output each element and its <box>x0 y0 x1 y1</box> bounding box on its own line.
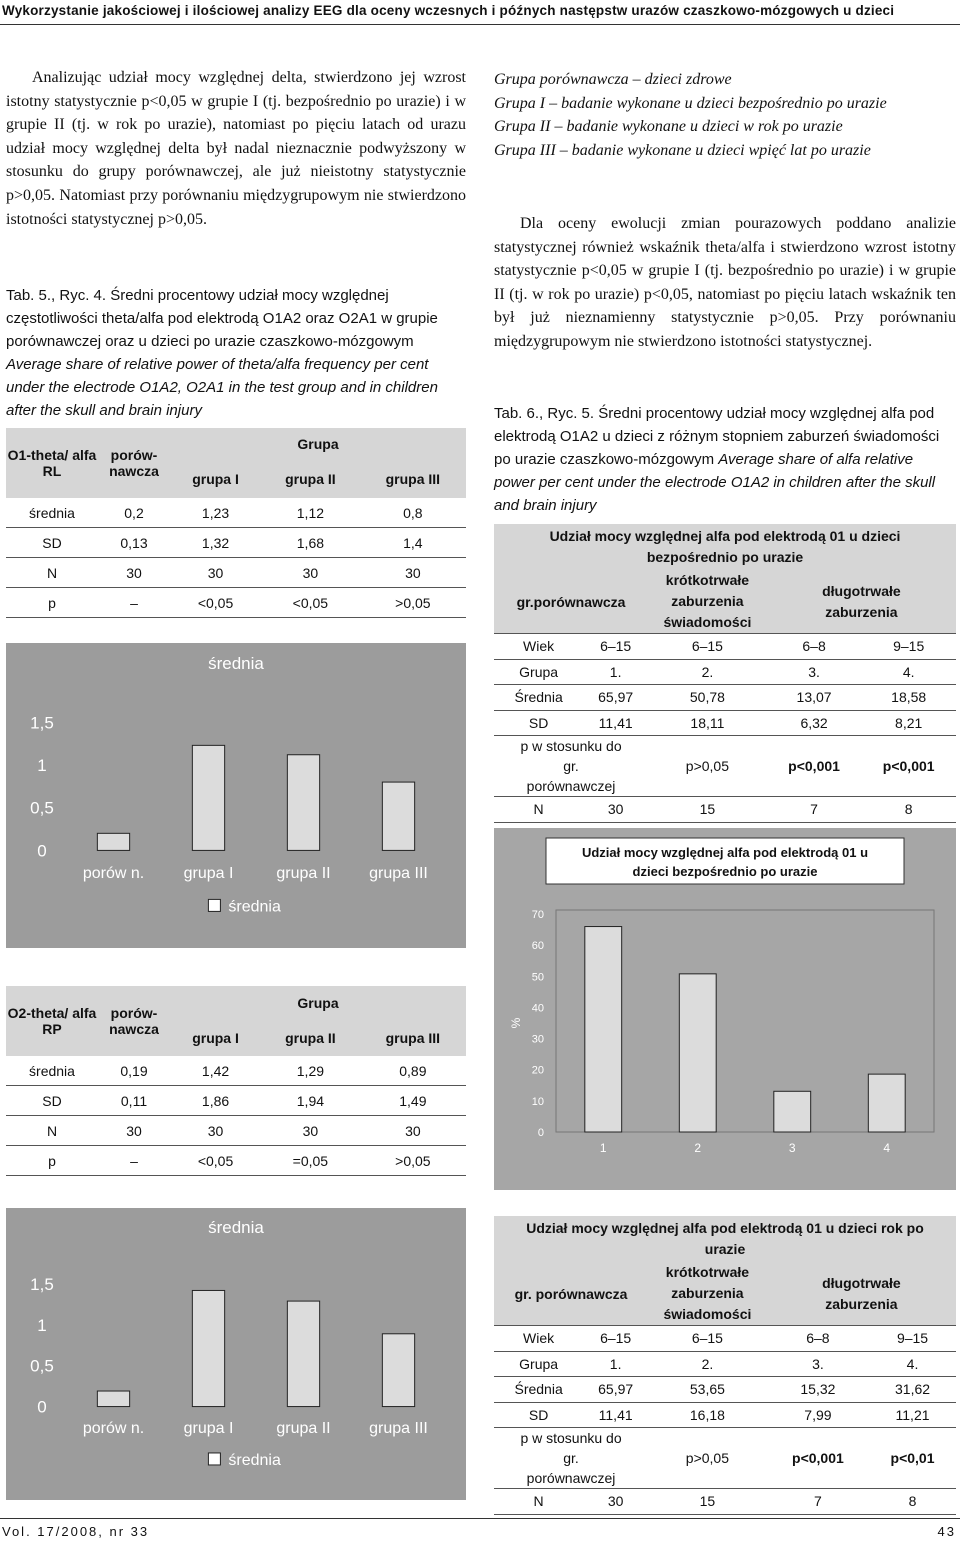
table-cell: 11,21 <box>869 1402 956 1428</box>
table-title: Udział mocy względnej alfa pod elektrodą 01 u dzieci rok po urazie <box>494 1216 956 1262</box>
table-row <box>6 1086 466 1116</box>
table-row <box>6 1116 466 1146</box>
table-cell: <0,05 <box>170 1146 261 1176</box>
bar-por-w-n- <box>97 1391 129 1407</box>
table-cell: 8 <box>861 797 956 823</box>
table-cell: 6–15 <box>583 634 648 660</box>
y-tick-label: 0,5 <box>30 1356 54 1376</box>
right-caption <box>494 402 956 517</box>
table-cell: p<0,001 <box>767 736 862 797</box>
table-cell: 1,42 <box>170 1056 261 1086</box>
table-cell: 9–15 <box>861 634 956 660</box>
table-row <box>494 1351 956 1377</box>
chart-title: Udział mocy względnej alfa pod elektrodą 01 u <box>581 845 869 860</box>
y-tick-label: 70 <box>531 909 544 921</box>
chart-subtitle: dzieci bezpośrednio po urazie <box>632 864 818 879</box>
table-cell: 3. <box>767 659 862 685</box>
table-cell: 50,78 <box>648 685 767 711</box>
table-cell: 31,62 <box>869 1377 956 1403</box>
table-cell: >0,05 <box>360 1146 466 1176</box>
footer-volume: Vol. 17/2008, nr 33 <box>2 1524 150 1539</box>
table-cell: N <box>494 1489 583 1515</box>
table-cell: p <box>6 1146 98 1176</box>
y-tick-label: 40 <box>531 1002 544 1015</box>
table-cell: 13,07 <box>767 685 862 711</box>
table-row <box>6 498 466 528</box>
table-cell: p w stosunku do gr. porównawczej <box>494 736 648 797</box>
table-cell: Grupa <box>494 1351 583 1377</box>
y-tick-label: 0 <box>37 1397 47 1417</box>
bar-grupa-i <box>192 745 224 850</box>
table-cell: 30 <box>261 1116 360 1146</box>
x-tick-label: grupa I <box>183 864 234 882</box>
running-footer <box>0 1518 960 1544</box>
table-cell: Wiek <box>494 1326 583 1352</box>
legend-label: średnia <box>228 898 281 916</box>
table-cell: SD <box>494 710 583 736</box>
x-tick-label: porów n. <box>82 864 145 882</box>
chart-alfa-acute <box>494 828 956 1190</box>
table-cell: 16,18 <box>648 1402 767 1428</box>
table-row <box>494 685 956 711</box>
running-header: Wykorzystanie jakościowej i ilościowej analizy EEG dla oceny wczesnych i późnych następstw urazów czaszkowo-mózgowych u dzieci <box>0 0 960 25</box>
table-alfa-acute <box>494 524 956 823</box>
left-caption <box>6 284 466 422</box>
table-alfa-one-year <box>494 1216 956 1515</box>
table-row <box>494 634 956 660</box>
table-cell: 0,2 <box>98 498 170 528</box>
table-cell: 15 <box>648 1489 767 1515</box>
groups-legend <box>494 68 956 162</box>
left-paragraph: Analizując udział mocy względnej delta, stwierdzono jej wzrost istotny statystycznie p<0,05 w grupie I (tj. bezpośrednio po urazie) i w grupie II (tj. w rok po urazie), natomiast po pięciu latach od urazu udział mocy względnej delta był nadal nieznacznie podwyższony w stosunku do grupy porównawczej, ale już nieistotny statystycznie p>0,05. Natomiast przy porównaniu międzygrupowym nie stwierdzono istotności statystycznej p>0,05. <box>6 69 466 228</box>
table-cell: 6–15 <box>648 634 767 660</box>
col-header: grupa I <box>170 1020 261 1056</box>
table-cell: 1,23 <box>170 498 261 528</box>
table-cell: 8 <box>869 1489 956 1515</box>
y-tick-label: 30 <box>531 1033 544 1046</box>
table-row <box>6 1056 466 1086</box>
group-header: Grupa <box>170 986 466 1020</box>
left-caption-en: Average share of relative power of theta/alfa frequency per cent under the electrode O1A2, O2A1 in the test group and in children after the skull and brain injury <box>6 356 438 419</box>
table-cell: SD <box>494 1402 583 1428</box>
chart-title: średnia <box>208 1217 264 1237</box>
table-cell: 1,12 <box>261 498 360 528</box>
y-tick-label: 60 <box>531 940 544 953</box>
right-caption-label: Tab. 6., Ryc. 5. <box>494 405 595 422</box>
table-cell: 30 <box>98 1116 170 1146</box>
table-cell: p<0,001 <box>861 736 956 797</box>
x-tick-label: grupa III <box>369 864 428 882</box>
x-tick-label: 2 <box>694 1141 702 1155</box>
table-cell: 30 <box>360 558 466 588</box>
table-cell: średnia <box>6 498 98 528</box>
table-cell: SD <box>6 528 98 558</box>
table-cell: 0,13 <box>98 528 170 558</box>
table-cell: 30 <box>170 1116 261 1146</box>
table-cell: =0,05 <box>261 1146 360 1176</box>
table-cell: 2. <box>648 1351 767 1377</box>
table-cell: 18,11 <box>648 710 767 736</box>
table-cell: p<0,001 <box>767 1428 869 1489</box>
table-cell: 7 <box>767 797 862 823</box>
legend-swatch <box>208 899 220 911</box>
table-cell: Wiek <box>494 634 583 660</box>
table-cell: 15,32 <box>767 1377 869 1403</box>
x-tick-label: grupa II <box>276 864 331 882</box>
table-cell: 4. <box>861 659 956 685</box>
y-tick-label: 1 <box>37 1315 47 1335</box>
table-cell: 30 <box>583 1489 648 1515</box>
row-header: O1-theta/ alfa RL <box>6 428 98 498</box>
group-legend-line: Grupa I – badanie wykonane u dzieci bezpośrednio po urazie <box>494 94 887 112</box>
table-cell: <0,05 <box>170 588 261 618</box>
table-cell: średnia <box>6 1056 98 1086</box>
bar-grupa-i <box>192 1290 224 1406</box>
table-cell: p <box>6 588 98 618</box>
right-caption-pl: Średni procentowy udział mocy względnej alfa pod elektrodą O1A2 u dzieci z różnym stopniem zaburzeń świadomości po urazie czaszkowo-mózgowym <box>494 405 940 468</box>
bar-grupa-ii <box>287 1301 319 1406</box>
chart-theta-alfa-o2 <box>6 1208 466 1500</box>
table-cell: 6–8 <box>767 634 862 660</box>
group-legend-line: Grupa II – badanie wykonane u dzieci w rok po urazie <box>494 118 843 136</box>
table-cell: 0,8 <box>360 498 466 528</box>
table-cell: p>0,05 <box>648 1428 767 1489</box>
table-cell: N <box>494 797 583 823</box>
page-number: 43 <box>937 1524 956 1539</box>
table-cell: 1,4 <box>360 528 466 558</box>
table-row <box>6 558 466 588</box>
chart-title: średnia <box>208 653 264 673</box>
table-row <box>494 1489 956 1515</box>
table-row <box>494 710 956 736</box>
table-theta-alfa-o1 <box>6 428 466 618</box>
table-cell: 1. <box>583 659 648 685</box>
table-cell: 6–15 <box>583 1326 648 1352</box>
table-title: Udział mocy względnej alfa pod elektrodą 01 u dzieci bezpośrednio po urazie <box>494 524 956 570</box>
table-row <box>6 528 466 558</box>
chart-theta-alfa-o1 <box>6 643 466 948</box>
bar-group-3 <box>774 1091 811 1132</box>
chart-theta-alfa-o2-svg <box>6 1208 466 1500</box>
table-cell: 6–8 <box>767 1326 869 1352</box>
table-cell: p w stosunku do gr. porównawczej <box>494 1428 648 1489</box>
table-cell: 1,49 <box>360 1086 466 1116</box>
x-tick-label: porów n. <box>82 1419 145 1437</box>
y-tick-label: 20 <box>531 1064 544 1077</box>
table-cell: 1,29 <box>261 1056 360 1086</box>
table-cell: 0,19 <box>98 1056 170 1086</box>
table-row <box>494 1428 956 1489</box>
table-cell: 65,97 <box>583 1377 648 1403</box>
col-header: gr. porównawcza <box>494 1262 648 1326</box>
table-cell: >0,05 <box>360 588 466 618</box>
right-caption-en: Average share of alfa relative power per cent under the electrode O1A2 in children after the skull and brain injury <box>494 451 936 514</box>
bar-grupa-iii <box>382 1334 414 1407</box>
table-cell: 30 <box>583 797 648 823</box>
table-row <box>494 659 956 685</box>
x-tick-label: 3 <box>788 1141 796 1155</box>
table-row <box>494 1377 956 1403</box>
x-tick-label: grupa II <box>276 1419 331 1437</box>
group-legend-line: Grupa III – badanie wykonane u dzieci wpięć lat po urazie <box>494 141 871 159</box>
table-cell: 1,68 <box>261 528 360 558</box>
y-axis-label: % <box>509 1017 523 1029</box>
x-tick-label: grupa I <box>183 1419 234 1437</box>
table-cell: 0,11 <box>98 1086 170 1116</box>
table-row <box>494 1326 956 1352</box>
table-cell: 53,65 <box>648 1377 767 1403</box>
table-cell: 18,58 <box>861 685 956 711</box>
table-cell: N <box>6 1116 98 1146</box>
table-cell: 7 <box>767 1489 869 1515</box>
table-cell: 4. <box>869 1351 956 1377</box>
table-cell: 0,89 <box>360 1056 466 1086</box>
bar-grupa-ii <box>287 755 319 851</box>
table-cell: 1. <box>583 1351 648 1377</box>
y-tick-label: 0 <box>37 841 47 861</box>
x-tick-label: 4 <box>883 1141 891 1155</box>
table-row <box>6 1146 466 1176</box>
bar-group-1 <box>585 927 622 1132</box>
table-cell: 6–15 <box>648 1326 767 1352</box>
table-theta-alfa-o2 <box>6 986 466 1176</box>
group-legend-line: Grupa porównawcza – dzieci zdrowe <box>494 71 732 88</box>
left-caption-label: Tab. 5., Ryc. 4. <box>6 287 107 304</box>
group-header: Grupa <box>170 428 466 460</box>
bar-group-2 <box>679 974 716 1132</box>
col-header: grupa I <box>170 460 261 498</box>
x-tick-label: 1 <box>599 1141 607 1155</box>
y-tick-label: 0,5 <box>30 798 54 818</box>
col-header: krótkotrwałe zaburzenia świadomości <box>648 1262 767 1326</box>
row-header: O2-theta/ alfa RP <box>6 986 98 1056</box>
table-cell: 30 <box>98 558 170 588</box>
table-cell: 3. <box>767 1351 869 1377</box>
table-cell: 1,94 <box>261 1086 360 1116</box>
table-cell: 1,86 <box>170 1086 261 1116</box>
table-row <box>494 797 956 823</box>
table-cell: 30 <box>360 1116 466 1146</box>
table-cell: 15 <box>648 797 767 823</box>
right-paragraph: Dla oceny ewolucji zmian pourazowych poddano analizie statystycznej również wskaźnik theta/alfa i stwierdzono wzrost istotny statystycznie p<0,05 w grupie I (tj. bezpośrednio po urazie) i w grupie II (tj. w rok po urazie) p<0,05, natomiast po pięciu latach wskaźnik ten był już nieznamienny statystycznie p>0,05. Przy porównaniu międzygrupowym nie stwierdzono istotności statystycznej. <box>494 215 956 350</box>
table-cell: N <box>6 558 98 588</box>
table-cell: – <box>98 1146 170 1176</box>
table-row <box>494 736 956 797</box>
col-header: grupa III <box>360 460 466 498</box>
y-tick-label: 0 <box>537 1127 544 1139</box>
y-tick-label: 10 <box>531 1095 544 1108</box>
table-cell: 11,41 <box>583 710 648 736</box>
col-header: gr.porównawcza <box>494 570 648 634</box>
table-cell: 7,99 <box>767 1402 869 1428</box>
table-cell: 30 <box>170 558 261 588</box>
y-tick-label: 1 <box>37 756 47 775</box>
table-cell: 65,97 <box>583 685 648 711</box>
col-header: długotrwałe zaburzenia <box>767 570 956 634</box>
bar-grupa-iii <box>382 782 414 850</box>
y-tick-label: 1,5 <box>30 713 54 733</box>
table-cell: p>0,05 <box>648 736 767 797</box>
table-cell: Średnia <box>494 685 583 711</box>
table-row <box>494 1402 956 1428</box>
table-cell: 30 <box>261 558 360 588</box>
table-cell: p<0,01 <box>869 1428 956 1489</box>
chart-theta-alfa-o1-svg <box>6 643 466 948</box>
legend-label: średnia <box>228 1451 281 1469</box>
legend-swatch <box>208 1453 220 1465</box>
table-cell: 1,32 <box>170 528 261 558</box>
col-header: porów-nawcza <box>98 986 170 1056</box>
table-cell: 9–15 <box>869 1326 956 1352</box>
col-header: porów-nawcza <box>98 428 170 498</box>
x-tick-label: grupa III <box>369 1419 428 1437</box>
table-row <box>6 588 466 618</box>
table-cell: 2. <box>648 659 767 685</box>
col-header: grupa II <box>261 1020 360 1056</box>
table-cell: 11,41 <box>583 1402 648 1428</box>
table-cell: 6,32 <box>767 710 862 736</box>
col-header: długotrwałe zaburzenia <box>767 1262 956 1326</box>
left-caption-pl: Średni procentowy udział mocy względnej częstotliwości theta/alfa pod elektrodą O1A2 oraz O2A1 w grupie porównawczej oraz u dzieci po urazie czaszkowo-mózgowym <box>6 287 438 350</box>
table-cell: – <box>98 588 170 618</box>
col-header: krótkotrwałe zaburzenia świadomości <box>648 570 767 634</box>
table-cell: SD <box>6 1086 98 1116</box>
y-tick-label: 1,5 <box>30 1274 54 1294</box>
col-header: grupa II <box>261 460 360 498</box>
chart-alfa-acute-svg <box>494 828 956 1190</box>
table-cell: Grupa <box>494 659 583 685</box>
table-cell: Średnia <box>494 1377 583 1403</box>
table-cell: <0,05 <box>261 588 360 618</box>
y-tick-label: 50 <box>531 971 544 984</box>
bar-group-4 <box>868 1074 905 1132</box>
table-cell: 8,21 <box>861 710 956 736</box>
bar-por-w-n- <box>97 833 129 850</box>
col-header: grupa III <box>360 1020 466 1056</box>
